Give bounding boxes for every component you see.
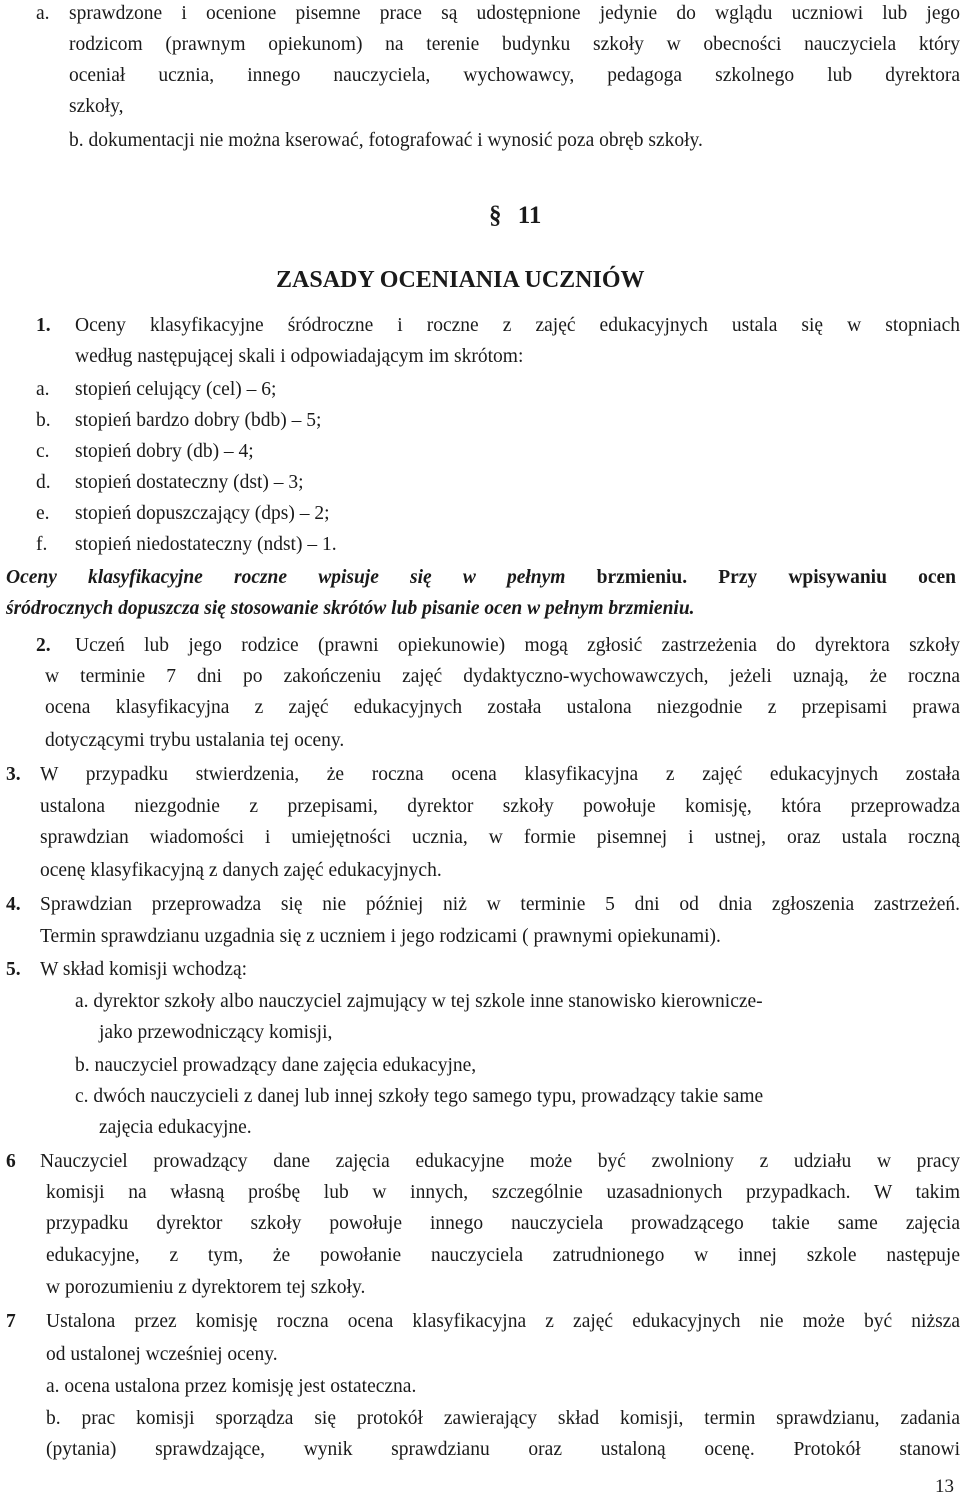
p7-marker: 7	[6, 1311, 16, 1332]
p4-line-2: Termin sprawdzianu uzgadnia się z uczniem i jego rodzicami ( prawnymi opiekunami).	[40, 926, 721, 947]
p3-marker: 3.	[6, 764, 21, 785]
p5-intro: W skład komisji wchodzą:	[40, 959, 248, 980]
p2-line-3: ocena klasyfikacyjna z zajęć edukacyjnych została ustalona niezgodnie z przepisami prawa	[45, 697, 960, 718]
p2-line-2: w terminie 7 dni po zakończeniu zajęć dydaktyczno-wychowawczych, jeżeli uznają, że roczna	[45, 666, 960, 687]
section-number	[489, 204, 541, 228]
grade-b-text: stopień bardzo dobry (bdb) – 5;	[75, 410, 322, 431]
p6-line-5: w porozumieniu z dyrektorem tej szkoły.	[46, 1277, 366, 1298]
p7-line-1: Ustalona przez komisję roczna ocena klasyfikacyjna z zajęć edukacyjnych nie może być niższa	[46, 1311, 960, 1332]
p2-line-1: Uczeń lub jego rodzice (prawni opiekunowie) mogą zgłosić zastrzeżenia do dyrektora szkoły	[75, 635, 960, 656]
intro-b-line: b. dokumentacji nie można kserować, fotografować i wynosić poza obręb szkoły.	[69, 130, 703, 151]
p5-item-a-cont: jako przewodniczący komisji,	[99, 1022, 333, 1043]
section-symbol: §	[489, 202, 502, 229]
p7-item-b-cont: (pytania) sprawdzające, wynik sprawdzianu oraz ustaloną ocenę. Protokół stanowi	[46, 1439, 960, 1460]
p3-line-4: ocenę klasyfikacyjną z danych zajęć edukacyjnych.	[40, 860, 442, 881]
intro-a-line-1: sprawdzone i ocenione pisemne prace są udostępnione jedynie do wglądu uczniowi lub jego	[69, 3, 960, 24]
p1-note-italic: Oceny klasyfikacyjne roczne wpisuje się w pełnym	[6, 567, 566, 588]
p3-line-1: W przypadku stwierdzenia, że roczna ocena klasyfikacyjna z zajęć edukacyjnych została	[40, 764, 960, 785]
grade-e-marker: e.	[36, 503, 50, 524]
p6-line-2: komisji na własną prośbę lub w innych, szczególnie uzasadnionych przypadkach. W takim	[46, 1182, 960, 1203]
intro-a-line-3: oceniał ucznia, innego nauczyciela, wychowawcy, pedagoga szkolnego lub dyrektora	[69, 65, 960, 86]
grade-e-text: stopień dopuszczający (dps) – 2;	[75, 503, 330, 524]
p6-line-1: Nauczyciel prowadzący dane zajęcia edukacyjne może być zwolniony z udziału w pracy	[40, 1151, 960, 1172]
p1-line-1: Oceny klasyfikacyjne śródroczne i roczne z zajęć edukacyjnych ustala się w stopniach	[75, 315, 960, 336]
section-heading: ZASADY OCENIANIA UCZNIÓW	[276, 267, 645, 293]
p5-marker: 5.	[6, 959, 21, 980]
p1-marker: 1.	[36, 315, 51, 336]
grade-c-marker: c.	[36, 441, 50, 462]
grade-d-marker: d.	[36, 472, 51, 493]
p7-item-b: b. prac komisji sporządza się protokół zawierający skład komisji, termin sprawdzianu, zadania	[46, 1408, 960, 1429]
p7-line-2: od ustalonej wcześniej oceny.	[46, 1344, 278, 1365]
p3-line-2: ustalona niezgodnie z przepisami, dyrektor szkoły powołuje komisję, która przeprowadza	[40, 796, 960, 817]
grade-b-marker: b.	[36, 410, 51, 431]
p1-note-line-1	[6, 566, 956, 590]
grade-f-text: stopień niedostateczny (ndst) – 1.	[75, 534, 337, 555]
grade-c-text: stopień dobry (db) – 4;	[75, 441, 254, 462]
grade-f-marker: f.	[36, 534, 48, 555]
page-number: 13	[935, 1476, 954, 1497]
p6-line-4: edukacyjne, z tym, że powołanie nauczyciela zatrudnionego w innej szkole następuje	[46, 1245, 960, 1266]
grade-a-marker: a.	[36, 379, 50, 400]
p1-note-line-2: śródrocznych dopuszcza się stosowanie skrótów lub pisanie ocen w pełnym brzmieniu.	[6, 598, 695, 619]
p1-line-2: według następującej skali i odpowiadającym im skrótom:	[75, 346, 524, 367]
grade-a-text: stopień celujący (cel) – 6;	[75, 379, 277, 400]
p7-item-a: a. ocena ustalona przez komisję jest ostateczna.	[46, 1376, 417, 1397]
p5-item-c-cont: zajęcia edukacyjne.	[99, 1117, 252, 1138]
p5-item-a: a. dyrektor szkoły albo nauczyciel zajmujący w tej szkole inne stanowisko kierownicze-	[75, 991, 763, 1012]
p5-item-b: b. nauczyciel prowadzący dane zajęcia edukacyjne,	[75, 1055, 477, 1076]
intro-a-line-4: szkoły,	[69, 96, 124, 117]
p2-marker: 2.	[36, 635, 51, 656]
p4-line-1: Sprawdzian przeprowadza się nie później niż w terminie 5 dni od dnia zgłoszenia zastrzeżeń.	[40, 894, 960, 915]
p1-note-bold: brzmieniu. Przy wpisywaniu ocen	[596, 567, 956, 588]
intro-a-marker: a.	[36, 3, 50, 24]
p6-marker: 6	[6, 1151, 16, 1172]
p2-line-4: dotyczącymi trybu ustalania tej oceny.	[45, 730, 345, 751]
p4-marker: 4.	[6, 894, 21, 915]
p3-line-3: sprawdzian wiadomości i umiejętności ucznia, w formie pisemnej i ustnej, oraz ustala roczną	[40, 827, 960, 848]
grade-d-text: stopień dostateczny (dst) – 3;	[75, 472, 304, 493]
section-number-text: 11	[517, 202, 542, 229]
intro-a-line-2: rodzicom (prawnym opiekunom) na terenie budynku szkoły w obecności nauczyciela który	[69, 34, 960, 55]
p5-item-c: c. dwóch nauczycieli z danej lub innej szkoły tego samego typu, prowadzący takie same	[75, 1086, 764, 1107]
p6-line-3: przypadku dyrektor szkoły powołuje innego nauczyciela prowadzącego takie same zajęcia	[46, 1213, 960, 1234]
